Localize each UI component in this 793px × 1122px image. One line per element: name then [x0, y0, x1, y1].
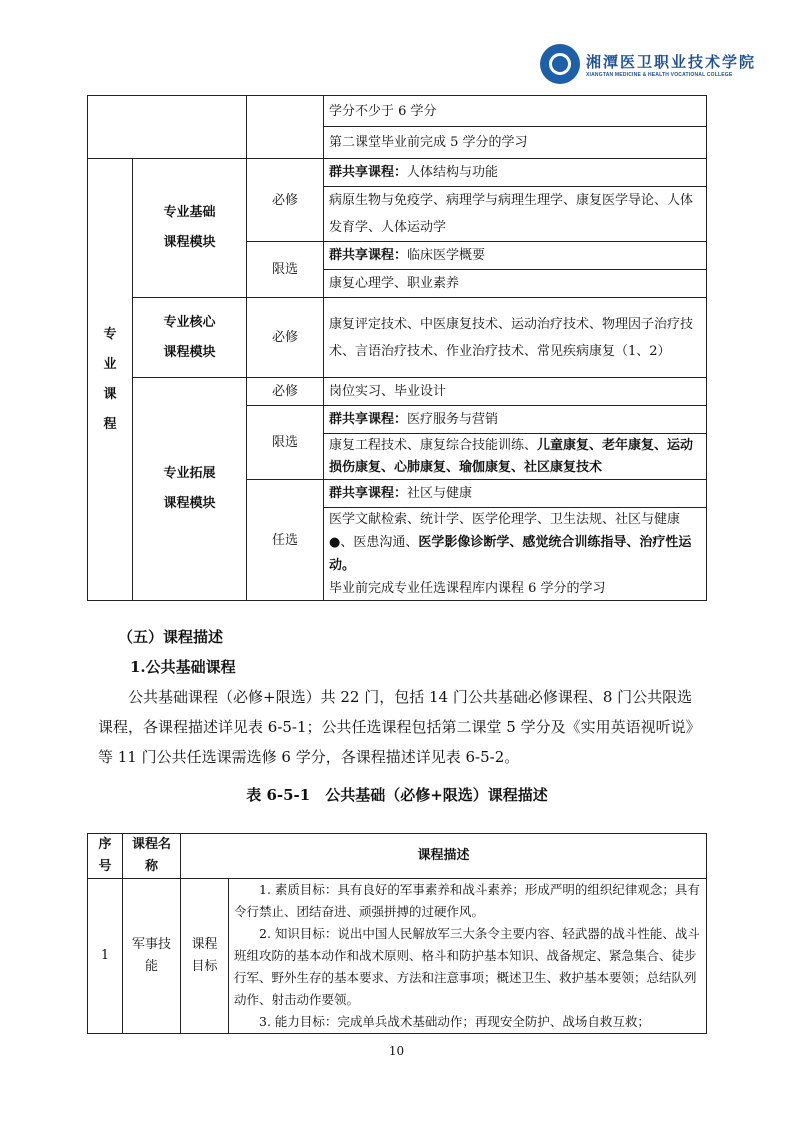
course-description-table: 序号 课程名称 课程描述 1 军事技能 课程目标 1. 素质目标：具有良好的军事素养和战斗素养；形成严明的组织纪律观念；具有令行禁止、团结奋进、顽强拼搏的过硬作风。 2. 知识目标：说出中国人民解放军三大条令主要内容、轻武器的战斗性能、战斗班组攻防的基本动作和战术原则、格斗和防护基本知识、战备规定、紧急集合、徒步行军、野外生存的基本要求、方法和注意事项；概述卫生、救护基本要领；总结队列动作、射击动作要领。 3. 能力目标：完成单兵战术基础动作；再现安全防护、战场自救互救；	[87, 833, 707, 1034]
cell: 岗位实习、毕业设计	[324, 378, 707, 406]
module-name: 专业拓展课程模块	[133, 378, 247, 601]
type-cell: 必修	[247, 159, 324, 242]
cell: 群共享课程：社区与健康	[324, 480, 707, 508]
cell: 病原生物与免疫学、病理学与病理生理学、康复医学导论、人体发育学、人体运动学	[324, 187, 707, 242]
cell: 群共享课程：临床医学概要	[324, 242, 707, 270]
table-caption: 表 6-5-1 公共基础（必修+限选）课程描述	[246, 786, 548, 804]
type-cell: 必修	[247, 378, 324, 406]
college-seal-icon	[540, 44, 580, 84]
cell: 康复评定技术、中医康复技术、运动治疗技术、物理因子治疗技术、言语治疗技术、作业治疗技术、常见疾病康复（1、2）	[324, 298, 707, 378]
category-cell: 专业课程	[88, 159, 133, 601]
subsection-heading: 1.公共基础课程	[130, 658, 236, 676]
section-heading: （五）课程描述	[118, 628, 224, 646]
type-cell: 任选	[247, 480, 324, 601]
type-cell: 限选	[247, 242, 324, 298]
cell: 康复工程技术、康复综合技能训练、儿童康复、老年康复、运动损伤康复、心肺康复、瑜伽康复、社区康复技术	[324, 434, 707, 480]
page-number: 10	[388, 1044, 405, 1058]
college-logo	[540, 44, 756, 84]
body-paragraph: 公共基础课程（必修+限选）共 22 门，包括 14 门公共基础必修课程、8 门公共限选课程，各课程描述详见表 6-5-1；公共任选课程包括第二课堂 5 学分及《实用英语视听说》等 11 门公共任选课需选修 6 学分，各课程描述详见表 6-5-2。	[98, 688, 694, 766]
curriculum-structure-table	[87, 95, 707, 601]
module-name: 专业核心课程模块	[133, 298, 247, 378]
logo-english: XIANGTAN MEDICINE & HEALTH VOCATIONAL COLLEGE	[586, 71, 733, 78]
type-cell: 限选	[247, 406, 324, 480]
cell: 学分不少于 6 学分	[324, 96, 707, 127]
module-name: 专业基础课程模块	[133, 159, 247, 298]
type-cell: 必修	[247, 298, 324, 378]
cell: 第二课堂毕业前完成 5 学分的学习	[324, 127, 707, 159]
cell: 群共享课程：医疗服务与营销	[324, 406, 707, 434]
cell: 康复心理学、职业素养	[324, 270, 707, 298]
cell: 群共享课程：人体结构与功能	[324, 159, 707, 187]
logo-chinese: 湘潭医卫职业技术学院	[586, 52, 757, 71]
cell: 医学文献检索、统计学、医学伦理学、卫生法规、社区与健康●、医患沟通、医学影像诊断学、感觉统合训练指导、治疗性运动。 毕业前完成专业任选课程库内课程 6 学分的学习	[324, 508, 707, 601]
